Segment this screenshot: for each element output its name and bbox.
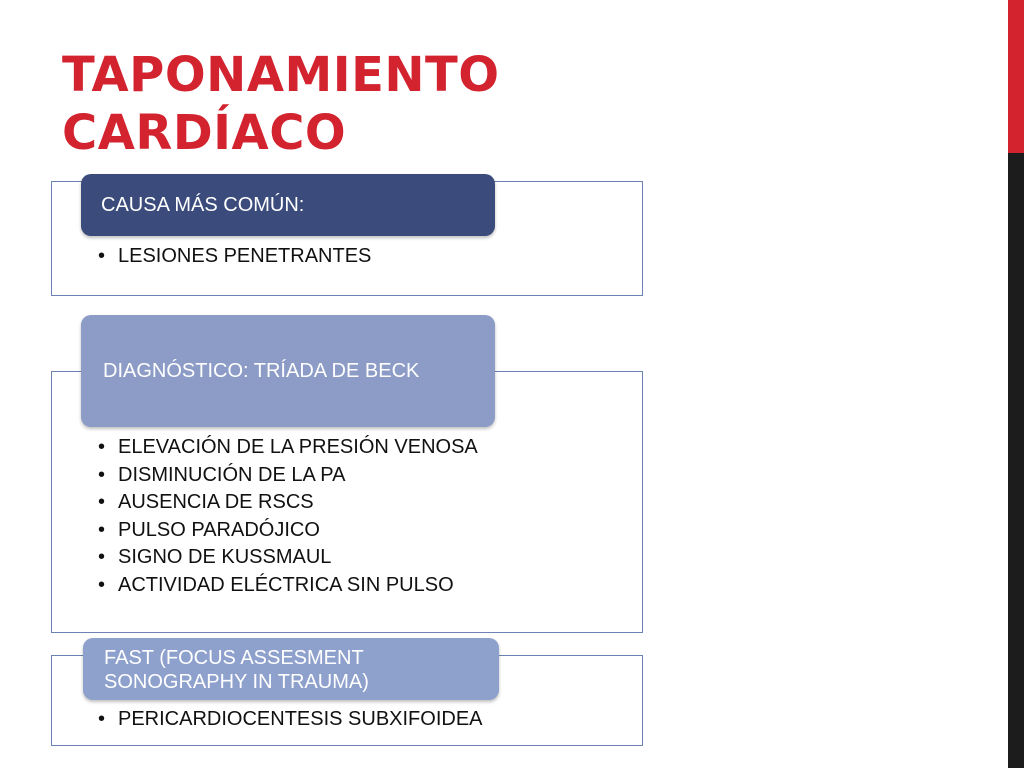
- section-header-cause-text: CAUSA MÁS COMÚN:: [101, 194, 305, 216]
- list-item: • AUSENCIA DE RSCS: [98, 489, 478, 517]
- section-header-cause: [81, 174, 495, 236]
- list-item: • ACTIVIDAD ELÉCTRICA SIN PULSO: [98, 572, 478, 600]
- list-item: • PULSO PARADÓJICO: [98, 517, 478, 545]
- section-header-fast-text: FAST (FOCUS ASSESMENT SONOGRAPHY IN TRAUMA): [104, 647, 369, 693]
- slide-title: TAPONAMIENTO CARDÍACO: [62, 47, 500, 161]
- section-header-fast: [83, 638, 499, 700]
- accent-bar-dark: [1008, 153, 1024, 768]
- section-header-diagnosis: [81, 315, 495, 427]
- list-item: • SIGNO DE KUSSMAUL: [98, 544, 478, 572]
- list-item: • DISMINUCIÓN DE LA PA: [98, 462, 478, 490]
- section-header-diagnosis-text: DIAGNÓSTICO: TRÍADA DE BECK: [103, 360, 420, 382]
- list-item: • PERICARDIOCENTESIS SUBXIFOIDEA: [98, 706, 483, 734]
- list-item: • ELEVACIÓN DE LA PRESIÓN VENOSA: [98, 434, 478, 462]
- list-item: • LESIONES PENETRANTES: [98, 243, 371, 271]
- cause-list: [98, 243, 371, 271]
- accent-bar-red: [1008, 0, 1024, 153]
- fast-list: [98, 706, 483, 734]
- diagnosis-list: [98, 434, 478, 599]
